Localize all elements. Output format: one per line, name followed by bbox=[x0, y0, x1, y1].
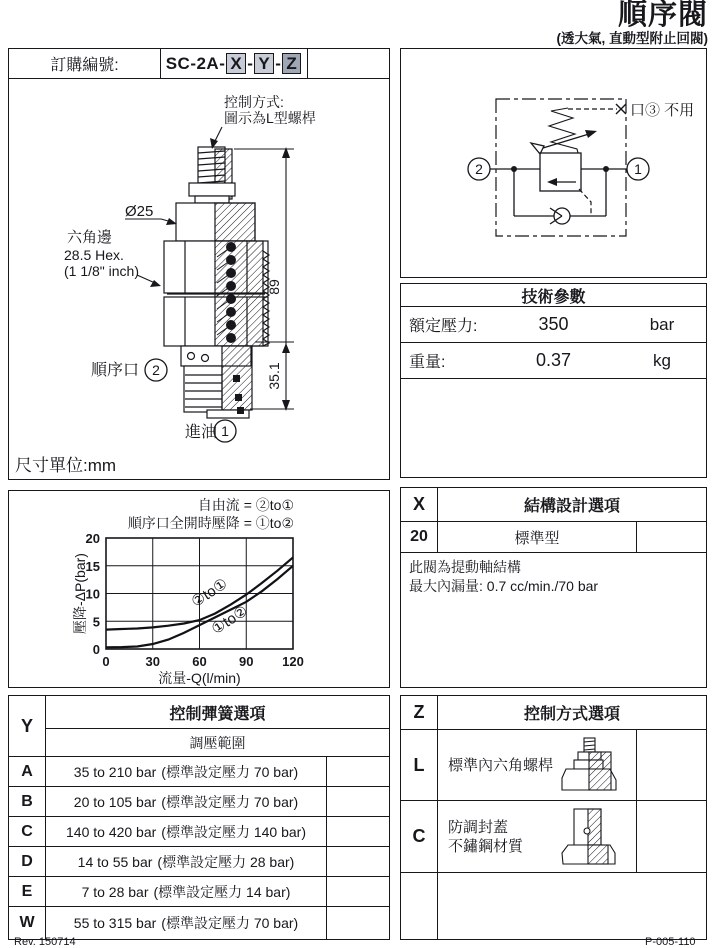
z-option-c-content bbox=[438, 801, 637, 872]
range-value: 20 to 105 bar bbox=[73, 793, 157, 810]
order-code bbox=[161, 49, 308, 78]
sequence-port-label: 順序口 bbox=[91, 362, 140, 379]
performance-chart-box bbox=[8, 490, 390, 688]
empty-cell bbox=[327, 877, 389, 906]
y-options-header-right bbox=[46, 696, 389, 756]
y-options-code: Y bbox=[9, 696, 46, 756]
x-options-note bbox=[401, 553, 706, 601]
range-value: 14 to 55 bar bbox=[77, 853, 153, 870]
dim-total-label: 89 bbox=[266, 279, 282, 295]
rated-pressure-value: 350 bbox=[538, 314, 569, 334]
order-code-prefix: SC-2A- bbox=[165, 53, 226, 73]
x-axis-label: 流量-Q(l/min) bbox=[158, 670, 241, 686]
spring-code: B bbox=[9, 787, 46, 816]
technical-parameters-title: 技術參數 bbox=[401, 284, 706, 307]
spring-range bbox=[46, 757, 327, 786]
x-options-box bbox=[400, 487, 707, 688]
order-code-x: X bbox=[226, 53, 246, 75]
spring-code: C bbox=[9, 817, 46, 846]
port2-number: 2 bbox=[152, 362, 160, 378]
valve-cross-section-drawing bbox=[9, 79, 388, 478]
order-code-y: Y bbox=[254, 53, 274, 75]
weight-value: 0.37 bbox=[535, 350, 572, 370]
order-code-z: Z bbox=[282, 53, 301, 75]
rated-pressure-label: 額定壓力: bbox=[409, 318, 478, 335]
table-row bbox=[401, 730, 706, 801]
empty-cell bbox=[327, 817, 389, 846]
order-number-label: 訂購編號: bbox=[9, 49, 161, 78]
spring-code: E bbox=[9, 877, 46, 906]
z-option-c-label-line1: 防調封蓋 bbox=[448, 818, 509, 836]
y-axis-label: 壓降-ΔP(bar) bbox=[72, 553, 88, 634]
range-note: (標準設定壓力 140 bar) bbox=[161, 823, 306, 840]
range-value: 55 to 315 bar bbox=[73, 915, 157, 931]
hydraulic-symbol-box bbox=[400, 48, 707, 278]
spring-range bbox=[46, 877, 327, 906]
symbol-port1-number: 1 bbox=[634, 161, 642, 177]
hex-label-line2: 28.5 Hex. bbox=[64, 247, 124, 263]
port1-number: 1 bbox=[221, 423, 229, 439]
table-row bbox=[401, 343, 706, 379]
z-option-l-content bbox=[438, 730, 637, 800]
chart-legend-line1: 自由流 = ②to① bbox=[197, 497, 294, 513]
relief-valve-symbol bbox=[531, 108, 597, 191]
z-option-l-code: L bbox=[401, 730, 438, 800]
dimension-unit-label: 尺寸單位:mm bbox=[15, 456, 117, 475]
order-empty-cell bbox=[308, 49, 389, 78]
empty-cell bbox=[327, 847, 389, 876]
z-option-c-code: C bbox=[401, 801, 438, 872]
weight-label: 重量: bbox=[409, 354, 446, 371]
chart-legend-line2: 順序口全開時壓降 = ①to② bbox=[127, 515, 294, 531]
x-note-line1: 此閥為提動軸結構 bbox=[409, 559, 521, 575]
technical-parameters-box bbox=[400, 283, 707, 478]
z-options-header bbox=[401, 696, 706, 730]
empty-cell bbox=[327, 787, 389, 816]
table-row bbox=[401, 801, 706, 873]
range-value: 7 to 28 bar bbox=[81, 883, 149, 900]
spring-range bbox=[46, 847, 327, 876]
order-number-box bbox=[8, 48, 390, 79]
chart-legend bbox=[128, 496, 294, 532]
y-options-title: 控制彈簧選項 bbox=[46, 696, 389, 729]
x-options-title: 結構設計選項 bbox=[523, 498, 620, 515]
control-method-label-line1: 控制方式: bbox=[224, 94, 284, 110]
valve-body-outline bbox=[164, 147, 269, 418]
diameter-label: Ø25 bbox=[125, 203, 154, 220]
empty-cell bbox=[637, 801, 706, 872]
spring-range bbox=[46, 907, 327, 939]
y-options-header bbox=[9, 696, 389, 757]
order-code-sep1: - bbox=[247, 53, 254, 73]
order-code-sep2: - bbox=[275, 53, 282, 73]
y-tick-label: 10 bbox=[85, 586, 100, 602]
pilot-lines bbox=[568, 104, 626, 215]
hex-label-line3: (1 1/8" inch) bbox=[64, 263, 140, 279]
page-subtitle: (透大氣, 直動型附止回閥) bbox=[556, 31, 708, 47]
curve-label: ①to② bbox=[208, 602, 251, 639]
empty-cell bbox=[637, 730, 706, 800]
rated-pressure-unit: bar bbox=[649, 314, 675, 334]
z-options-code: Z bbox=[401, 696, 438, 729]
weight-unit: kg bbox=[653, 350, 671, 370]
x-note-line2: 最大內漏量: 0.7 cc/min./70 bar bbox=[409, 578, 599, 594]
table-row bbox=[401, 522, 706, 553]
x-tick-label: 120 bbox=[282, 654, 304, 669]
symbol-port2-number: 2 bbox=[475, 161, 483, 177]
table-row bbox=[401, 307, 706, 343]
spring-code: A bbox=[9, 757, 46, 786]
spring-range bbox=[46, 787, 327, 816]
range-note: (標準設定壓力 28 bar) bbox=[157, 853, 295, 870]
y-tick-label: 20 bbox=[85, 531, 100, 546]
table-row bbox=[9, 757, 389, 787]
l-option-drawing bbox=[558, 736, 618, 794]
spring-code: D bbox=[9, 847, 46, 876]
x-tick-label: 60 bbox=[192, 654, 207, 669]
y-tick-label: 5 bbox=[92, 614, 100, 630]
empty-cell bbox=[401, 873, 438, 939]
hydraulic-symbol-diagram bbox=[401, 49, 705, 276]
z-options-empty-row bbox=[401, 873, 706, 939]
c-option-drawing bbox=[560, 807, 618, 867]
z-option-l-label: 標準內六角螺桿 bbox=[448, 756, 554, 774]
title-block bbox=[557, 0, 709, 47]
inlet-port-label: 進油 bbox=[185, 424, 218, 441]
x-tick-label: 0 bbox=[102, 654, 110, 669]
x-options-header bbox=[401, 488, 706, 522]
y-options-box bbox=[8, 695, 390, 940]
range-note: (標準設定壓力 14 bar) bbox=[153, 883, 291, 900]
port3-unused-label: 口③ 不用 bbox=[630, 102, 695, 119]
table-row bbox=[9, 877, 389, 907]
x-tick-label: 30 bbox=[145, 654, 160, 669]
table-row bbox=[9, 847, 389, 877]
range-value: 140 to 420 bar bbox=[66, 823, 157, 840]
z-option-c-label-line2: 不鏽鋼材質 bbox=[448, 837, 524, 855]
range-value: 35 to 210 bar bbox=[73, 763, 157, 780]
empty-cell bbox=[327, 757, 389, 786]
y-options-subtitle: 調壓範圍 bbox=[189, 734, 246, 751]
z-options-box bbox=[400, 695, 707, 940]
curve-label: ②to① bbox=[188, 575, 231, 611]
y-tick-label: 15 bbox=[85, 558, 100, 574]
valve-drawing-box bbox=[8, 78, 390, 480]
document-number-text: P-005-110 bbox=[645, 936, 696, 948]
x-options-code: X bbox=[401, 488, 438, 521]
z-options-title: 控制方式選項 bbox=[523, 706, 620, 723]
dim-lower-label: 35.1 bbox=[266, 362, 282, 390]
range-note: (標準設定壓力 70 bar) bbox=[161, 915, 299, 931]
spring-code: W bbox=[9, 907, 46, 939]
page-title: 順序閥 bbox=[617, 0, 708, 31]
table-row bbox=[9, 817, 389, 847]
range-note: (標準設定壓力 70 bar) bbox=[161, 763, 299, 780]
range-note: (標準設定壓力 70 bar) bbox=[161, 793, 299, 810]
y-tick-label: 0 bbox=[92, 642, 100, 657]
empty-cell bbox=[327, 907, 389, 939]
revision-text: Rev. 150714 bbox=[14, 936, 76, 948]
spring-range bbox=[46, 817, 327, 846]
table-row bbox=[9, 787, 389, 817]
hex-label-line1: 六角邊 bbox=[67, 229, 113, 246]
x-option-20-label: 標準型 bbox=[438, 522, 637, 552]
control-method-label-line2: 圖示為L型螺桿 bbox=[224, 110, 316, 126]
table-row bbox=[9, 907, 389, 939]
x-tick-label: 90 bbox=[239, 654, 254, 669]
x-option-20-code: 20 bbox=[401, 522, 438, 552]
